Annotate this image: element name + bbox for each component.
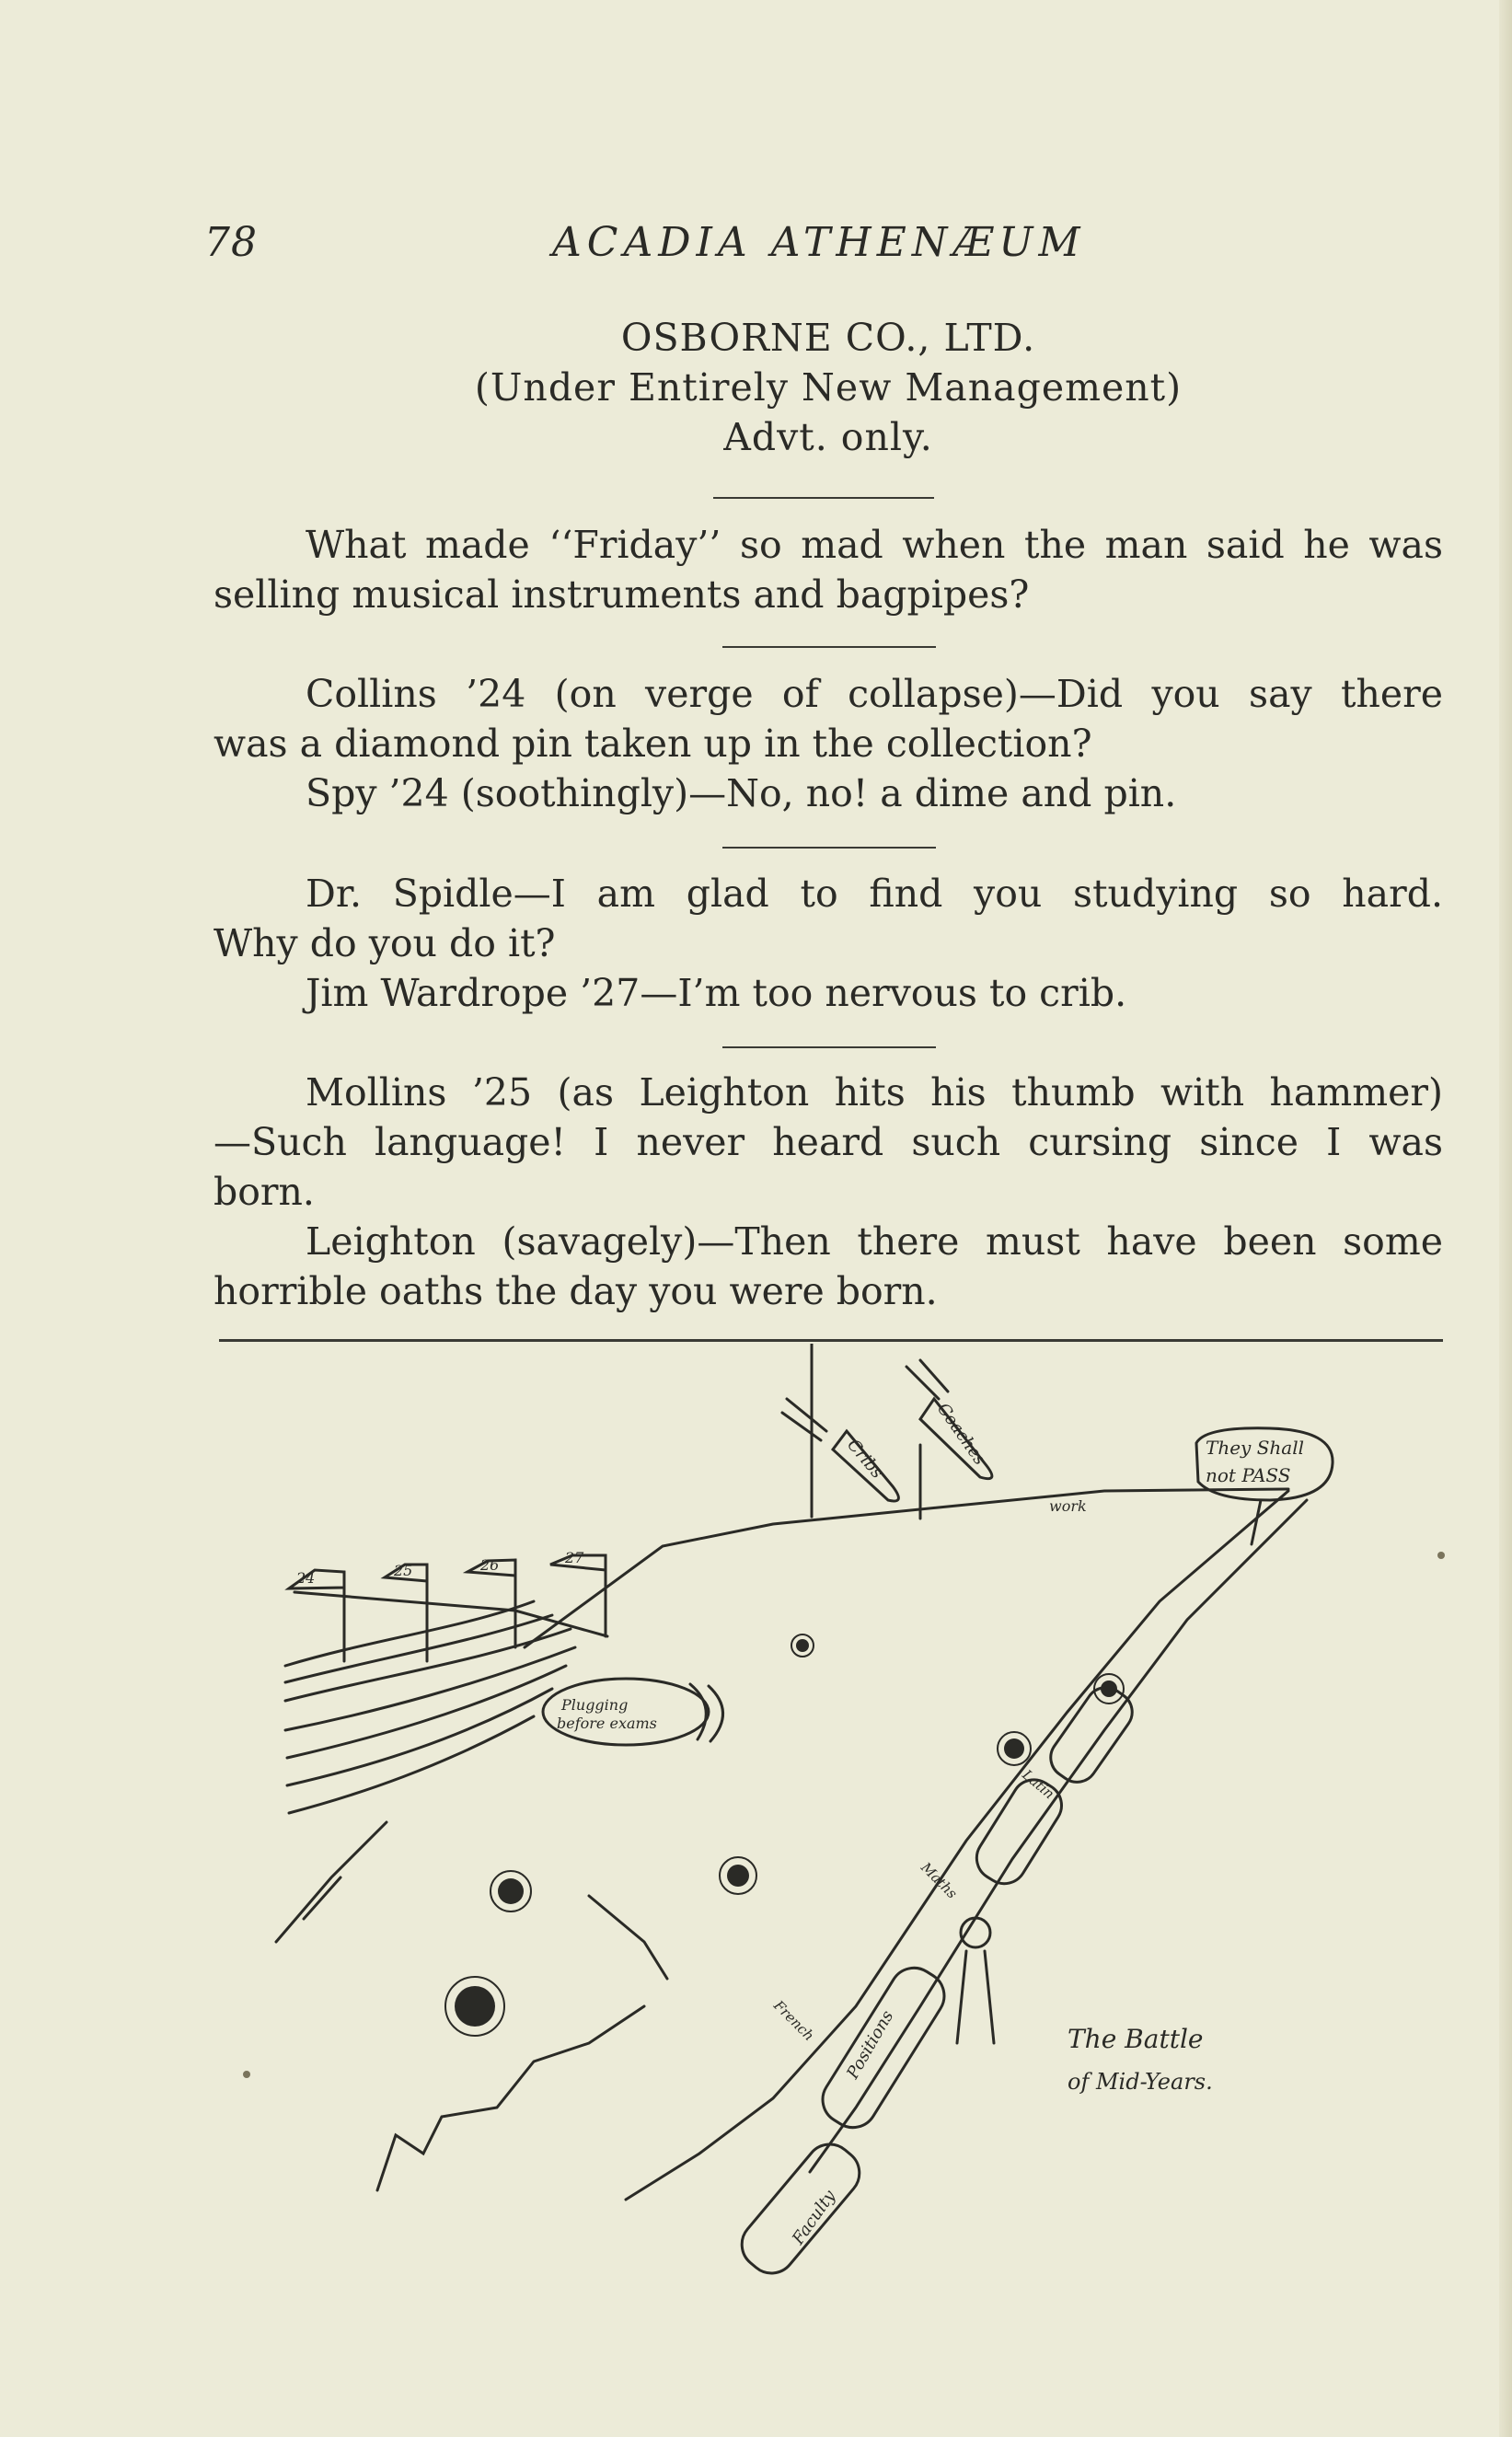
joke-line: —Such language! I never heard such cursing since I was — [214, 1120, 1443, 1164]
tank-label: Plugging — [561, 1696, 629, 1714]
print-speck — [1437, 1552, 1445, 1559]
separator-rule — [722, 1046, 936, 1048]
page-number: 78 — [204, 219, 258, 266]
joke-line: Collins ’24 (on verge of collapse)—Did you say there — [306, 672, 1443, 716]
tank-label: Positions — [843, 2007, 898, 2083]
separator-rule — [713, 497, 934, 499]
joke-line: Spy ’24 (soothingly)—No, no! a dime and pin. — [306, 771, 1177, 815]
ad-note: Advt. only. — [723, 415, 933, 459]
joke-line: Why do you do it? — [214, 921, 556, 965]
bubble-text: not PASS — [1206, 1464, 1291, 1486]
horizon-line — [525, 1489, 1288, 1647]
joke-line: born. — [214, 1170, 315, 1214]
flag-label: 24 — [296, 1569, 316, 1587]
separator-rule — [722, 646, 936, 648]
flag-label: 25 — [394, 1562, 413, 1579]
ad-company-name: OSBORNE CO., LTD. — [620, 316, 1036, 360]
explosion-icon — [445, 1634, 1124, 2036]
joke-friday — [214, 520, 1443, 619]
ad-management-note: (Under Entirely New Management) — [474, 365, 1183, 410]
flag-label: 27 — [565, 1549, 584, 1566]
shell-icon — [589, 1896, 667, 1979]
joke-spidle — [214, 869, 1443, 1018]
shell-label: Coaches — [932, 1399, 990, 1469]
joke-line: Dr. Spidle—I am glad to find you studying so hard. — [306, 872, 1443, 916]
running-title: ACADIA ATHENÆUM — [552, 219, 1086, 266]
joke-line: Mollins ’25 (as Leighton hits his thumb with hammer) — [306, 1070, 1443, 1115]
separator-rule — [722, 847, 936, 849]
ridge-hatching — [285, 1601, 575, 1813]
trench-label: Maths — [918, 1859, 961, 1902]
joke-line: Jim Wardrope ’27—I’m too nervous to crib. — [306, 971, 1127, 1015]
battle-cartoon — [258, 1344, 1454, 2282]
joke-collins — [214, 669, 1443, 818]
page-header — [0, 219, 1512, 283]
joke-mollins — [214, 1068, 1443, 1316]
tank-icon — [733, 2134, 870, 2282]
cartoon-top-rule — [219, 1339, 1443, 1342]
cartoon-caption: The Battle — [1068, 2024, 1204, 2054]
joke-line: selling musical instruments and bagpipes? — [214, 572, 1030, 617]
tank-label: before exams — [557, 1715, 657, 1732]
print-speck — [243, 2071, 250, 2078]
trench-label: Latin — [1019, 1766, 1058, 1803]
joke-line: Leighton (savagely)—Then there must have been some — [306, 1219, 1443, 1264]
wire-label: work — [1049, 1497, 1087, 1515]
cartoon-caption: of Mid-Years. — [1068, 2069, 1213, 2095]
advertisement — [214, 313, 1443, 462]
bubble-text: They Shall — [1206, 1437, 1305, 1459]
shell-label: Cribs — [843, 1435, 887, 1483]
trench-label: French — [770, 1997, 818, 2045]
page-edge-shadow — [1499, 0, 1512, 2437]
joke-line: What made ‘‘Friday’’ so mad when the man said he was — [306, 523, 1443, 567]
tank-label: Faculty — [788, 2187, 840, 2248]
flag-label: 26 — [480, 1556, 500, 1574]
joke-line: horrible oaths the day you were born. — [214, 1269, 938, 1313]
joke-line: was a diamond pin taken up in the collection? — [214, 722, 1092, 766]
